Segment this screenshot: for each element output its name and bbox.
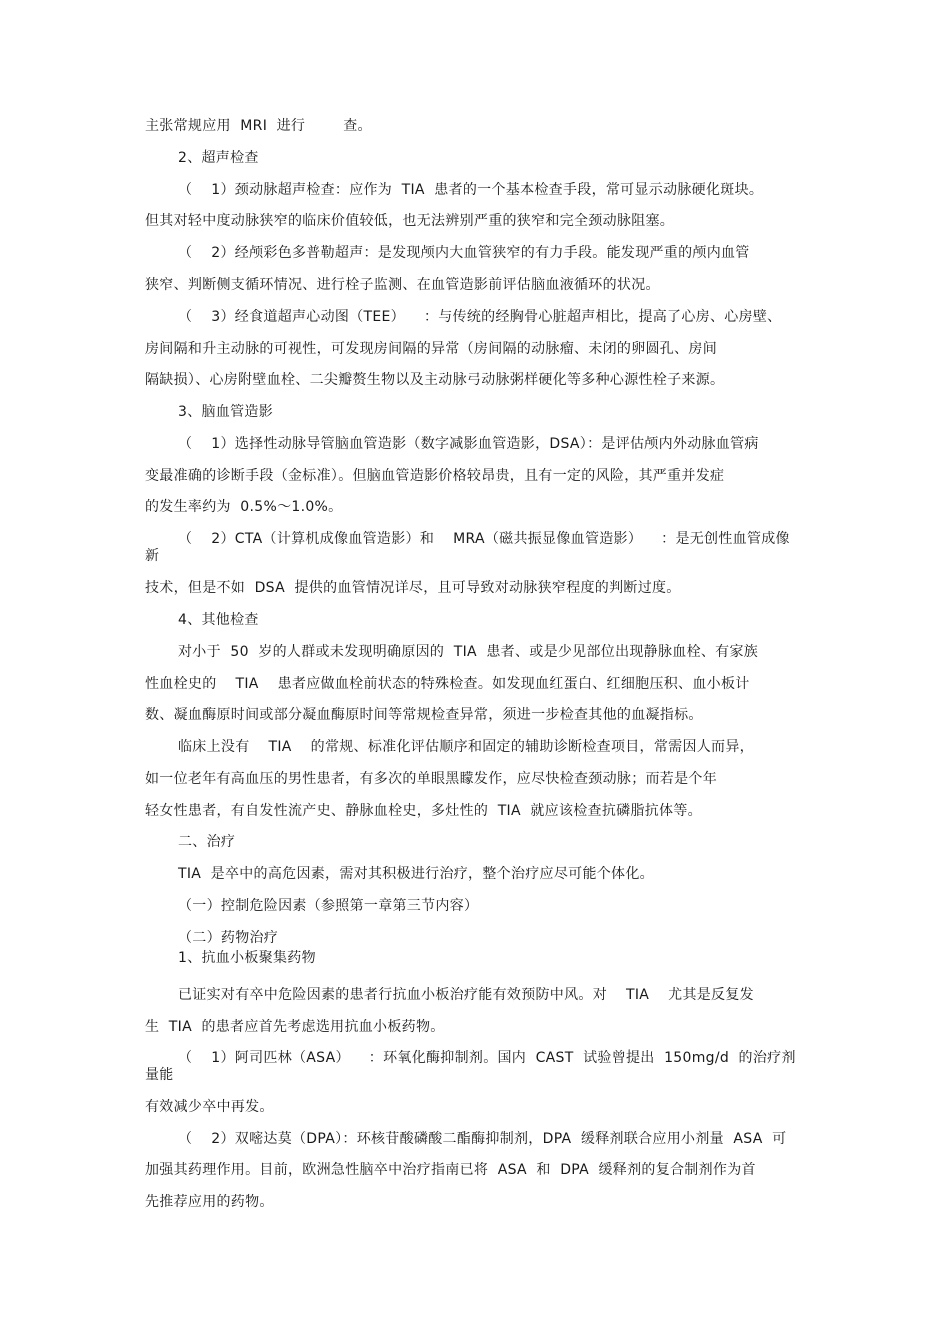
text-line: （ 2）双嘧达莫（DPA）：环核苷酸磷酸二酯酶抑制剂，DPA 缓释剂联合应用小剂量 ASA 可 [178, 1131, 787, 1147]
section-heading: 2、超声检查 [178, 150, 259, 166]
text-line: 主张常规应用 MRI 进行 查。 [145, 118, 372, 134]
text-line: 先推荐应用的药物。 [145, 1194, 274, 1210]
text-line: 量能 [145, 1067, 174, 1083]
section-heading: 4、其他检查 [178, 612, 259, 628]
text-line: 数、凝血酶原时间或部分凝血酶原时间等常规检查异常，须进一步检查其他的血凝指标。 [145, 707, 703, 723]
text-line: 变最准确的诊断手段（金标准）。但脑血管造影价格较昂贵，且有一定的风险，其严重并发症 [145, 468, 725, 484]
text-line: 新 [145, 548, 160, 564]
section-heading: （一）控制危险因素（参照第一章第三节内容） [178, 898, 479, 914]
text-line: 已证实对有卒中危险因素的患者行抗血小板治疗能有效预防中风。对 TIA 尤其是反复发 [178, 987, 754, 1003]
text-line: TIA 是卒中的高危因素，需对其积极进行治疗，整个治疗应尽可能个体化。 [178, 866, 654, 882]
text-line: 有效减少卒中再发。 [145, 1099, 274, 1115]
text-line: 隔缺损）、心房附壁血栓、二尖瓣赘生物以及主动脉弓动脉粥样硬化等多种心源性栓子来源。 [145, 372, 725, 388]
text-line: （ 1）选择性动脉导管脑血管造影（数字减影血管造影，DSA）：是评估颅内外动脉血管病 [178, 436, 759, 452]
text-line: 对小于 50 岁的人群或未发现明确原因的 TIA 患者、或是少见部位出现静脉血栓、有家族 [178, 644, 759, 660]
text-line: 性血栓史的 TIA 患者应做血栓前状态的特殊检查。如发现血红蛋白、红细胞压积、血小板计 [145, 676, 750, 692]
text-line: （ 1）颈动脉超声检查：应作为 TIA 患者的一个基本检查手段，常可显示动脉硬化斑块。 [178, 182, 764, 198]
text-line: （ 3）经食道超声心动图（TEE） ：与传统的经胸骨心脏超声相比，提高了心房、心房壁、 [178, 309, 782, 325]
section-heading: 1、抗血小板聚集药物 [178, 950, 316, 966]
section-heading: 3、脑血管造影 [178, 404, 274, 420]
text-line: 如一位老年有高血压的男性患者，有多次的单眼黑矇发作，应尽快检查颈动脉；而若是个年 [145, 771, 717, 787]
text-line: 加强其药理作用。目前，欧洲急性脑卒中治疗指南已将 ASA 和 DPA 缓释剂的复合制剂作为首 [145, 1162, 756, 1178]
text-line: 生 TIA 的患者应首先考虑选用抗血小板药物。 [145, 1019, 445, 1035]
text-line: （ 2）经颅彩色多普勒超声：是发现颅内大血管狭窄的有力手段。能发现严重的颅内血管 [178, 245, 750, 261]
text-line: 的发生率约为 0.5%～1.0%。 [145, 499, 343, 515]
text-line: 技术，但是不如 DSA 提供的血管情况详尽，且可导致对动脉狭窄程度的判断过度。 [145, 580, 681, 596]
text-line: 临床上没有 TIA 的常规、标准化评估顺序和固定的辅助诊断检查项目，常需因人而异， [178, 739, 754, 755]
text-line: （ 2）CTA（计算机成像血管造影）和 MRA（磁共振显像血管造影） ：是无创性血管成像 [178, 531, 790, 547]
section-heading: （二）药物治疗 [178, 930, 279, 946]
text-line: 但其对轻中度动脉狭窄的临床价值较低，也无法辨别严重的狭窄和完全颈动脉阻塞。 [145, 213, 675, 229]
section-heading: 二、治疗 [178, 834, 236, 850]
text-line: （ 1）阿司匹林（ASA） ：环氧化酶抑制剂。国内 CAST 试验曾提出 150mg/d 的治疗剂 [178, 1050, 796, 1066]
text-line: 房间隔和升主动脉的可视性，可发现房间隔的异常（房间隔的动脉瘤、未闭的卵圆孔、房间 [145, 341, 717, 357]
text-line: 轻女性患者，有自发性流产史、静脉血栓史，多灶性的 TIA 就应该检查抗磷脂抗体等。 [145, 803, 702, 819]
text-line: 狭窄、判断侧支循环情况、进行栓子监测、在血管造影前评估脑血液循环的状况。 [145, 277, 660, 293]
